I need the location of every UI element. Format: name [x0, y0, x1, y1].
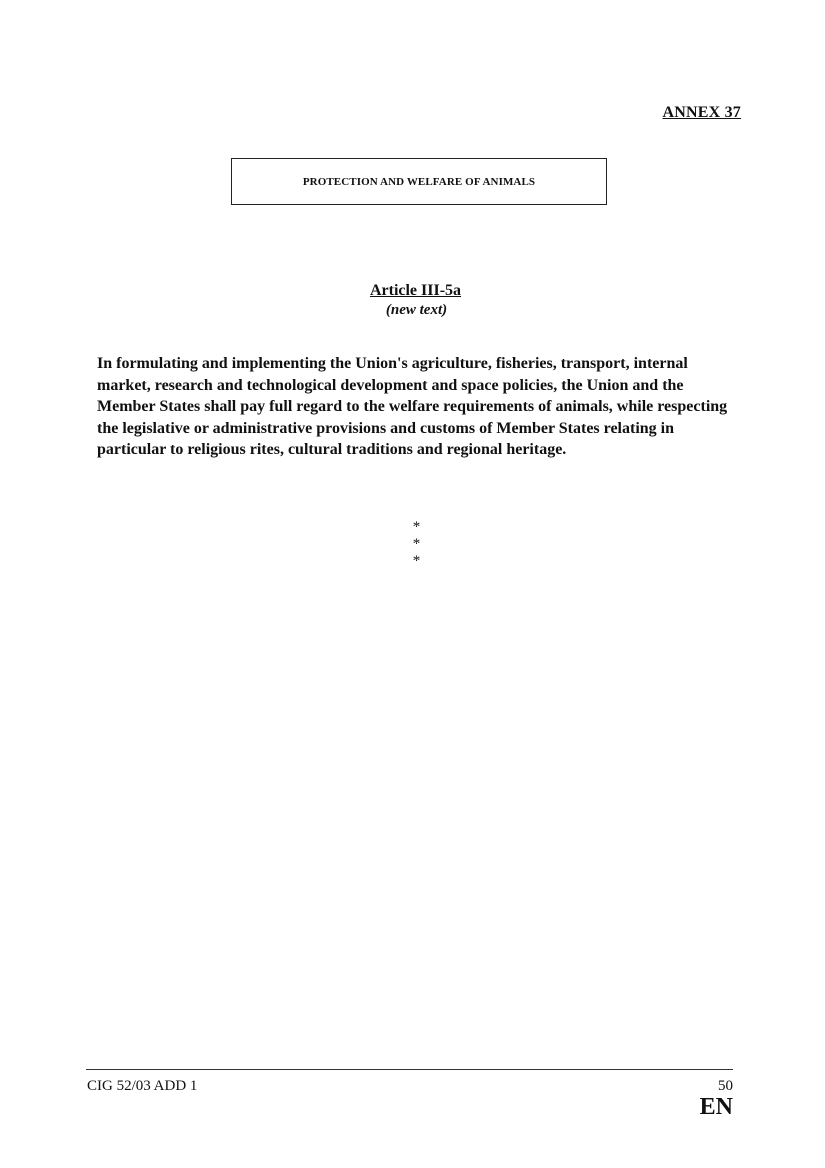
title-box [231, 158, 607, 205]
separator-star: * [412, 519, 421, 535]
article-body: In formulating and implementing the Union's agriculture, fisheries, transport, internal market, research and technological development and space policies, the Union and the Member States shall pay full regard to the welfare requirements of animals, while respecting the legislative or administrative provisions and customs of Member States relating in particular to religious rites, cultural traditions and regional heritage. [97, 355, 728, 458]
article-title: Article III-5a [369, 282, 462, 299]
separator-star: * [412, 536, 421, 552]
footer-divider [86, 1069, 733, 1070]
separator-star: * [412, 553, 421, 569]
section-separator [0, 519, 825, 570]
language-code: EN [699, 1094, 733, 1120]
article-subtitle: (new text) [385, 302, 448, 318]
annex-label: ANNEX 37 [662, 104, 741, 121]
page-number: 50 [718, 1078, 733, 1094]
title-box-text: PROTECTION AND WELFARE OF ANIMALS [302, 175, 536, 188]
document-reference: CIG 52/03 ADD 1 [87, 1078, 198, 1094]
article-heading [0, 282, 825, 319]
